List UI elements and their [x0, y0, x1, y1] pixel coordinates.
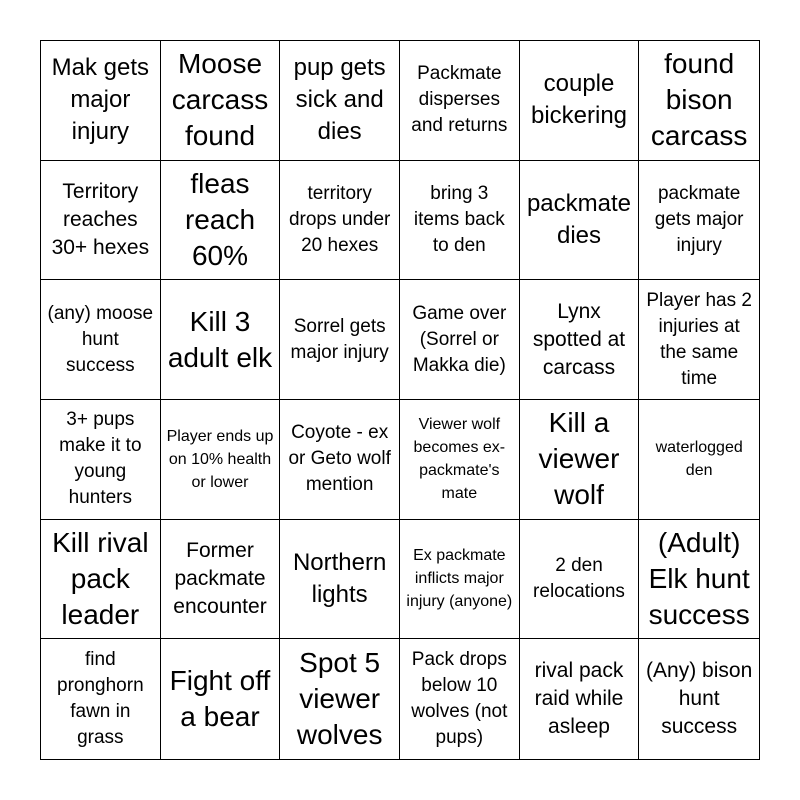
bingo-cell[interactable] — [161, 400, 281, 520]
cell-text: Former packmate encounter — [173, 538, 267, 618]
bingo-cell[interactable] — [161, 161, 281, 281]
bingo-cell[interactable] — [639, 639, 759, 759]
cell-text: Ex packmate inflicts major injury (anyone) — [406, 547, 513, 611]
cell-text: territory drops under 20 hexes — [288, 182, 391, 256]
bingo-cell[interactable] — [41, 639, 161, 759]
bingo-cell[interactable] — [41, 41, 161, 161]
bingo-cell[interactable] — [280, 161, 400, 281]
bingo-cell[interactable] — [41, 520, 161, 640]
cell-text: Coyote - ex or Geto wolf mention — [288, 422, 391, 496]
bingo-cell[interactable] — [520, 400, 640, 520]
cell-text: 3+ pups make it to young hunters — [59, 409, 142, 509]
bingo-cell[interactable] — [639, 400, 759, 520]
bingo-cell[interactable] — [280, 400, 400, 520]
bingo-cell[interactable] — [41, 400, 161, 520]
cell-text: Kill 3 adult elk — [167, 305, 273, 373]
cell-text: Game over (Sorrel or Makka die) — [412, 302, 507, 376]
cell-text: waterlogged den — [655, 439, 743, 480]
bingo-cell[interactable] — [639, 280, 759, 400]
cell-text: rival pack raid while asleep — [534, 659, 624, 739]
bingo-cell[interactable] — [400, 41, 520, 161]
bingo-cell[interactable] — [520, 41, 640, 161]
bingo-cell[interactable] — [280, 639, 400, 759]
cell-text: Territory reaches 30+ hexes — [51, 179, 150, 259]
cell-text: Mak gets major injury — [51, 54, 150, 146]
bingo-cell[interactable] — [161, 520, 281, 640]
cell-text: Player ends up on 10% health or lower — [166, 427, 274, 491]
bingo-cell[interactable] — [400, 520, 520, 640]
cell-text: Packmate disperses and returns — [411, 63, 508, 137]
cell-text: Sorrel gets major injury — [290, 315, 389, 363]
bingo-cell[interactable] — [161, 280, 281, 400]
bingo-cell[interactable] — [400, 161, 520, 281]
cell-text: 2 den relocations — [533, 554, 625, 602]
cell-text: fleas reach 60% — [184, 167, 256, 271]
cell-text: Spot 5 viewer wolves — [296, 647, 383, 751]
bingo-cell[interactable] — [161, 41, 281, 161]
bingo-cell[interactable] — [161, 639, 281, 759]
bingo-cell[interactable] — [280, 280, 400, 400]
bingo-cell[interactable] — [520, 520, 640, 640]
bingo-cell[interactable] — [520, 639, 640, 759]
cell-text: Moose carcass found — [171, 48, 269, 152]
cell-text: bring 3 items back to den — [413, 182, 505, 256]
bingo-cell[interactable] — [280, 520, 400, 640]
cell-text: Northern lights — [292, 548, 387, 608]
cell-text: Kill a viewer wolf — [538, 407, 620, 511]
cell-text: Fight off a bear — [169, 665, 271, 733]
bingo-cell[interactable] — [520, 161, 640, 281]
cell-text: Kill rival pack leader — [52, 526, 149, 630]
bingo-cell[interactable] — [639, 41, 759, 161]
bingo-cell[interactable] — [400, 280, 520, 400]
bingo-cell[interactable] — [400, 400, 520, 520]
cell-text: couple bickering — [530, 70, 628, 130]
bingo-board — [40, 40, 760, 760]
bingo-cell[interactable] — [280, 41, 400, 161]
cell-text: found bison carcass — [650, 48, 748, 152]
bingo-cell[interactable] — [400, 639, 520, 759]
bingo-cell[interactable] — [41, 161, 161, 281]
cell-text: find pronghorn fawn in grass — [57, 649, 144, 749]
cell-text: Lynx spotted at carcass — [532, 299, 626, 379]
cell-text: (any) moose hunt success — [47, 302, 154, 376]
cell-text: packmate gets major injury — [654, 182, 744, 256]
cell-text: pup gets sick and dies — [293, 54, 386, 146]
cell-text: Viewer wolf becomes ex-packmate's mate — [413, 416, 506, 503]
cell-text: packmate dies — [526, 189, 632, 249]
cell-text: Player has 2 injuries at the same time — [646, 289, 752, 389]
bingo-cell[interactable] — [520, 280, 640, 400]
bingo-cell[interactable] — [639, 520, 759, 640]
cell-text: Pack drops below 10 wolves (not pups) — [411, 649, 508, 749]
cell-text: (Adult) Elk hunt success — [648, 526, 750, 630]
cell-text: (Any) bison hunt success — [646, 659, 753, 739]
bingo-cell[interactable] — [41, 280, 161, 400]
bingo-cell[interactable] — [639, 161, 759, 281]
